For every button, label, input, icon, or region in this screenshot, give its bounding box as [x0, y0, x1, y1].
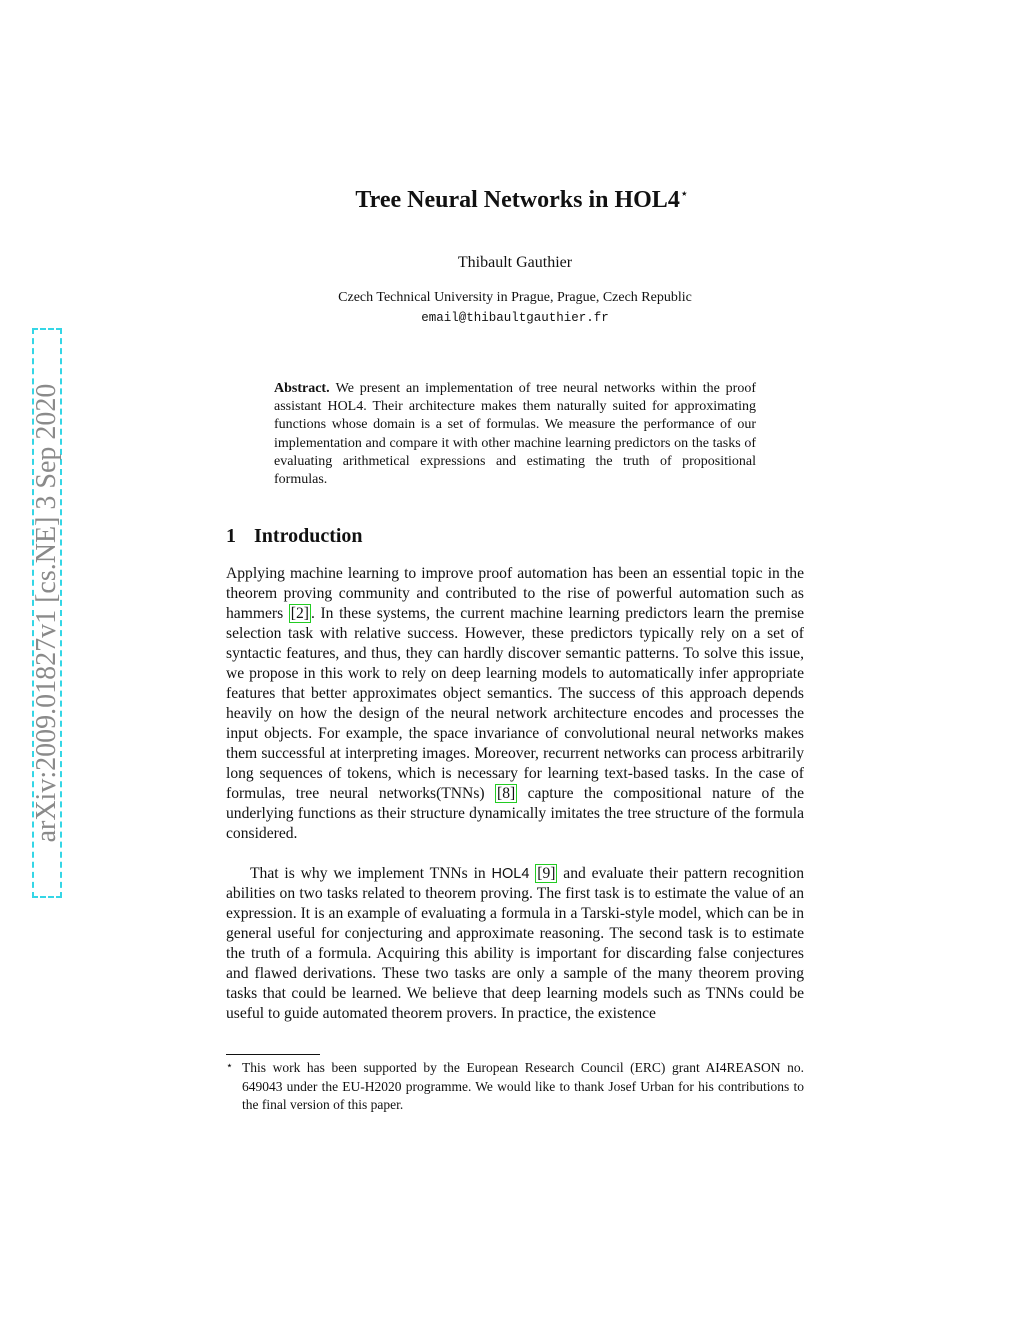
footnote	[226, 1059, 804, 1115]
title-footnote-mark[interactable]: ⋆	[679, 187, 689, 202]
section-title: Introduction	[254, 525, 363, 547]
section-heading	[226, 525, 363, 548]
citation-link[interactable]: [2]	[290, 605, 309, 622]
author-email[interactable]: email@thibaultgauthier.fr	[421, 311, 609, 325]
author-affiliation: Czech Technical University in Prague, Prague, Czech Republic	[338, 290, 692, 305]
para2-text-a: That is why we implement TNNs in	[250, 865, 492, 882]
footnote-text: This work has been supported by the European Research Council (ERC) grant AI4REASON no. 649043 under the EU-H2020 programme. We would like to thank Josef Urban for his contributions to the final version of this paper.	[242, 1060, 804, 1112]
arxiv-identifier: arXiv:2009.01827v1 [cs.NE] 3 Sep 2020	[31, 383, 62, 843]
intro-paragraph-1	[226, 564, 804, 844]
para1-text-b: . In these systems, the current machine learning predictors learn the premise selection task with relative success. However, these predictors typically rely on a set of syntactic features, and thus, they can hardly discover semantic patterns. To solve this issue, we propose in this work to rely on deep learning models to automatically infer appropriate features that better approximates object semantics. The success of this approach depends heavily on how the design of the neural network architecture encodes and processes the input objects. For example, the space invariance of convolutional neural networks makes them successful at interpreting images. Moreover, recurrent networks can process arbitrarily long sequences of tokens, which is necessary for learning text-based tasks. In the case of formulas, tree neural networks(TNNs)	[226, 605, 805, 802]
footnote-mark: ⋆	[226, 1060, 233, 1072]
abstract	[274, 380, 756, 489]
para1-text-a: Applying machine learning to improve proof automation has been an essential topic in the theorem proving community and contributed to the rise of powerful automation such as hammers	[226, 565, 804, 622]
footnote-rule	[226, 1054, 320, 1055]
system-name: HOL4	[491, 866, 530, 882]
author-name: Thibault Gauthier	[457, 254, 573, 271]
intro-paragraph-2	[226, 864, 804, 1024]
citation-link[interactable]: [8]	[497, 785, 516, 802]
section-number: 1	[226, 525, 236, 547]
paper-title	[0, 186, 1024, 214]
abstract-text: We present an implementation of tree neural networks within the proof assistant HOL4. Their architecture makes them naturally suited for approximating functions whose domain is a set of formulas. We measure the performance of our implementation and compare it with other machine learning predictors on the tasks of evaluating arithmetical expressions and estimating the truth of propositional formulas.	[274, 381, 756, 488]
citation-link[interactable]: [9]	[537, 865, 556, 882]
title-text: Tree Neural Networks in HOL4	[355, 187, 680, 213]
para2-text-b: and evaluate their pattern recognition abilities on two tasks related to theorem proving. The first task is to estimate the value of an expression. It is an example of evaluating a formula in a Tarski-style model, which can be in general useful for conjecturing and approximate reasoning. The second task is to estimate the truth of a formula. Acquiring this ability is important for discarding false conjectures and flawed derivations. These two tasks are only a sample of the many theorem proving tasks that could be learned. We believe that deep learning models such as TNNs could be useful to guide automated theorem provers. In practice, the existence	[226, 865, 804, 1022]
para1-text-c: capture the compositional nature of the underlying functions as their structure dynamically imitates the tree structure of the formula considered.	[226, 785, 805, 842]
abstract-label: Abstract.	[274, 381, 330, 396]
